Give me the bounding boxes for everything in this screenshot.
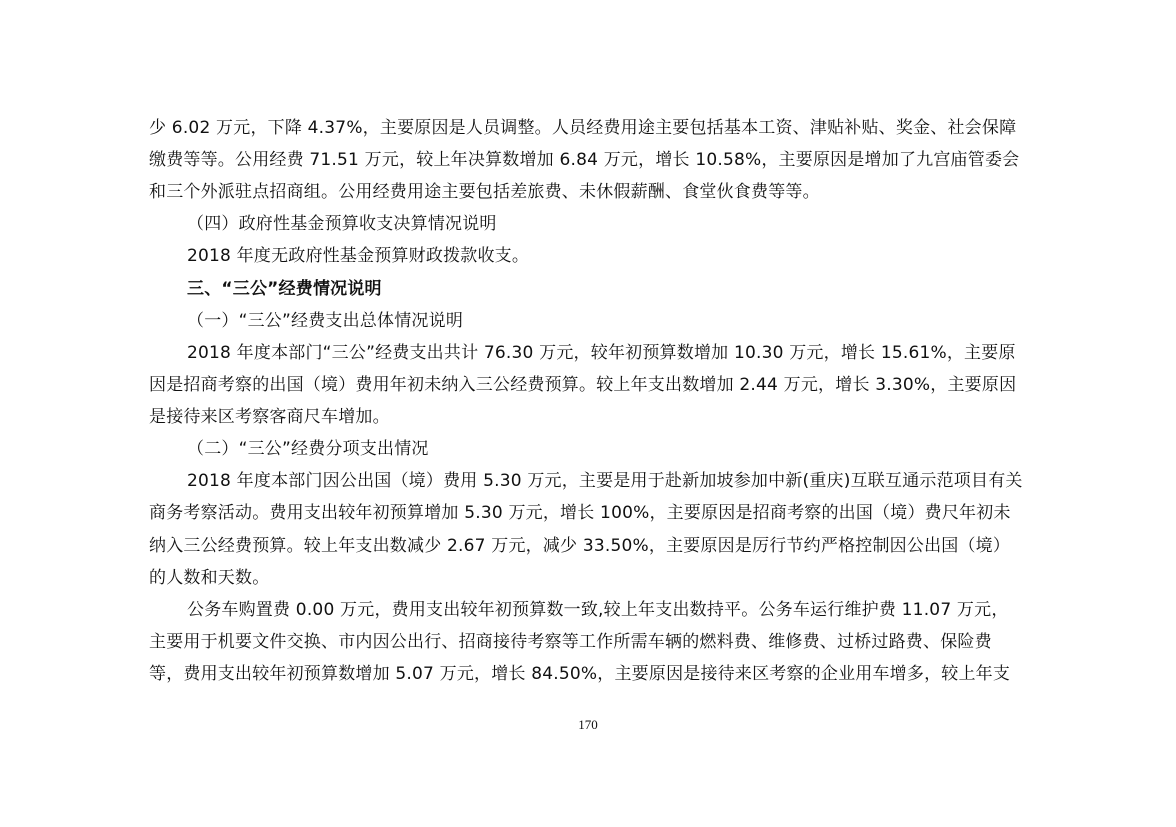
- section-heading: （一）“三公”经费支出总体情况说明: [187, 311, 464, 331]
- text-line: 的人数和天数。: [149, 568, 270, 588]
- text-line: 是接待来区考察客商尺车增加。: [149, 407, 390, 427]
- text-line: 2018 年度本部门因公出国（境）费用 5.30 万元，主要是用于赴新加坡参加中新(重庆)互联互通示范项目有关: [187, 471, 1023, 491]
- text-line: 等，费用支出较年初预算数增加 5.07 万元，增长 84.50%，主要原因是接待来区考察的企业用车增多，较上年支: [149, 664, 1011, 684]
- text-line: 少 6.02 万元，下降 4.37%，主要原因是人员调整。人员经费用途主要包括基本工资、津贴补贴、奖金、社会保障: [149, 118, 1017, 138]
- text-line: 和三个外派驻点招商组。公用经费用途主要包括差旅费、未休假薪酬、食堂伙食费等等。: [149, 182, 820, 202]
- text-line: 2018 年度本部门“三公”经费支出共计 76.30 万元，较年初预算数增加 10.30 万元，增长 15.61%，主要原: [187, 343, 1016, 363]
- page-number: 170: [578, 717, 598, 732]
- text-line: 纳入三公经费预算。较上年支出数减少 2.67 万元，减少 33.50%，主要原因是厉行节约严格控制因公出国（境）: [149, 536, 1011, 556]
- text-line: 缴费等等。公用经费 71.51 万元，较上年决算数增加 6.84 万元，增长 10.58%，主要原因是增加了九宫庙管委会: [149, 150, 1020, 170]
- text-line: 因是招商考察的出国（境）费用年初未纳入三公经费预算。较上年支出数增加 2.44 万元，增长 3.30%，主要原因: [149, 375, 1017, 395]
- text-line: 公务车购置费 0.00 万元，费用支出较年初预算数一致,较上年支出数持平。公务车运行维护费 11.07 万元，: [187, 600, 1009, 620]
- section-heading: （二）“三公”经费分项支出情况: [187, 439, 429, 459]
- text-line: 主要用于机要文件交换、市内因公出行、招商接待考察等工作所需车辆的燃料费、维修费、过桥过路费、保险费: [149, 632, 992, 652]
- section-heading: （四）政府性基金预算收支决算情况说明: [187, 214, 497, 234]
- text-line: 2018 年度无政府性基金预算财政拨款收支。: [187, 246, 530, 266]
- text-line: 商务考察活动。费用支出较年初预算增加 5.30 万元，增长 100%，主要原因是招商考察的出国（境）费尺年初未: [149, 503, 1011, 523]
- section-title: 三、“三公”经费情况说明: [187, 279, 382, 299]
